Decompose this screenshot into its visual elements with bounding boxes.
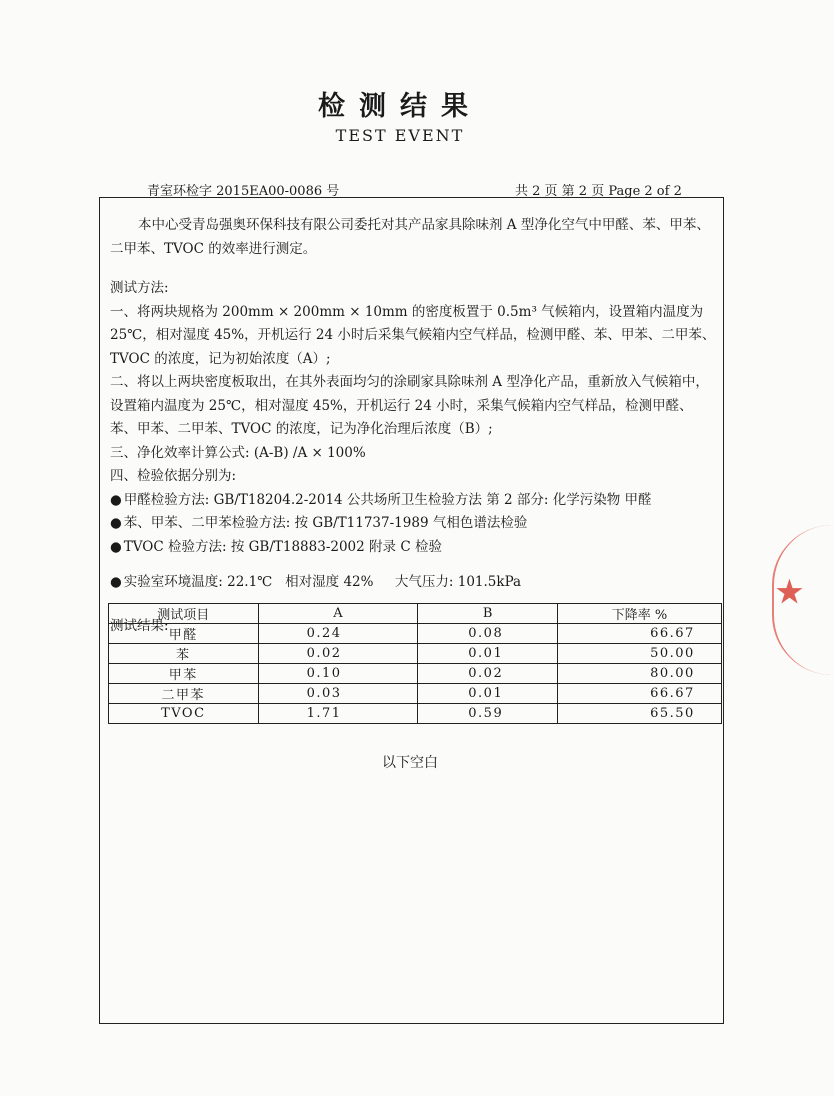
table-cell-rate: 80.00 <box>558 664 722 684</box>
table-header-row <box>109 604 722 624</box>
table-cell-rate: 65.50 <box>558 704 722 724</box>
table-row <box>109 704 722 724</box>
page-info: 共 2 页 第 2 页 Page 2 of 2 <box>515 184 682 199</box>
report-content <box>110 214 716 638</box>
table-header: B <box>418 604 558 624</box>
table-cell-rate: 66.67 <box>558 624 722 644</box>
table-header: 下降率 % <box>558 604 722 624</box>
method-step-2: 二、将以上两块密度板取出，在其外表面均匀的涂刷家具除味剂 A 型净化产品，重新放入气候箱中，设置箱内温度为 25℃，相对湿度 45%，开机运行 24 小时，采集气候箱内空气样品，检测甲醛、苯、甲苯、二甲苯、TVOC 的浓度，记为净化治理后浓度（B）; <box>110 374 709 437</box>
seal-star-icon: ★ <box>776 575 803 610</box>
table-cell-item: 二甲苯 <box>109 684 259 704</box>
table-row <box>109 644 722 664</box>
table-cell-b: 0.01 <box>418 684 558 704</box>
table-cell-a: 0.10 <box>258 664 418 684</box>
document-number: 青室环检字 2015EA00-0086 号 <box>147 184 340 199</box>
table-cell-item: 甲醛 <box>109 624 259 644</box>
table-row <box>109 684 722 704</box>
page-title-en: TEST EVENT <box>335 126 465 145</box>
intro-paragraph: 本中心受青岛强奥环保科技有限公司委托对其产品家具除味剂 A 型净化空气中甲醛、苯、甲苯、二甲苯、TVOC 的效率进行测定。 <box>110 217 710 257</box>
method-step-4: 四、检验依据分别为: <box>110 468 237 484</box>
method-title: 测试方法: <box>110 280 169 296</box>
table-header: 测试项目 <box>109 604 259 624</box>
basis-item-tvoc: ● TVOC 检验方法: 按 GB/T18883-2002 附录 C 检验 <box>110 536 716 560</box>
lab-environment: ● 实验室环境温度: 22.1℃ 相对湿度 42% 大气压力: 101.5kPa <box>110 571 716 595</box>
method-step-1: 一、将两块规格为 200mm × 200mm × 10mm 的密度板置于 0.5m³ 气候箱内，设置箱内温度为 25℃，相对湿度 45%，开机运行 24 小时后采集气候箱内空气样品，检测甲醛、苯、甲苯、二甲苯、TVOC 的浓度，记为初始浓度（A）; <box>110 303 716 367</box>
table-row <box>109 664 722 684</box>
results-title: 测试结果: <box>110 617 169 634</box>
table-cell-rate: 50.00 <box>558 644 722 664</box>
blank-below-note: 以下空白 <box>382 755 438 771</box>
results-table <box>108 603 722 724</box>
table-cell-b: 0.59 <box>418 704 558 724</box>
table-cell-item: 苯 <box>109 644 259 664</box>
red-seal-stamp <box>760 515 803 675</box>
table-cell-rate: 66.67 <box>558 684 722 704</box>
table-cell-a: 0.24 <box>258 624 418 644</box>
table-cell-a: 1.71 <box>258 704 418 724</box>
table-header: A <box>258 604 418 624</box>
table-cell-item: 甲苯 <box>109 664 259 684</box>
table-cell-item: TVOC <box>109 704 259 724</box>
table-cell-a: 0.03 <box>258 684 418 704</box>
method-step-3: 三、净化效率计算公式: (A-B) /A × 100% <box>110 444 366 461</box>
table-row <box>109 624 722 644</box>
basis-item-formaldehyde: ● 甲醛检验方法: GB/T18204.2-2014 公共场所卫生检验方法 第 2 部分: 化学污染物 甲醛 <box>110 489 716 513</box>
basis-item-benzene: ● 苯、甲苯、二甲苯检验方法: 按 GB/T11737-1989 气相色谱法检验 <box>110 512 716 536</box>
table-cell-b: 0.01 <box>418 644 558 664</box>
page-title-cn: 检测结果 <box>318 91 482 122</box>
table-cell-b: 0.08 <box>418 624 558 644</box>
table-cell-a: 0.02 <box>258 644 418 664</box>
table-cell-b: 0.02 <box>418 664 558 684</box>
